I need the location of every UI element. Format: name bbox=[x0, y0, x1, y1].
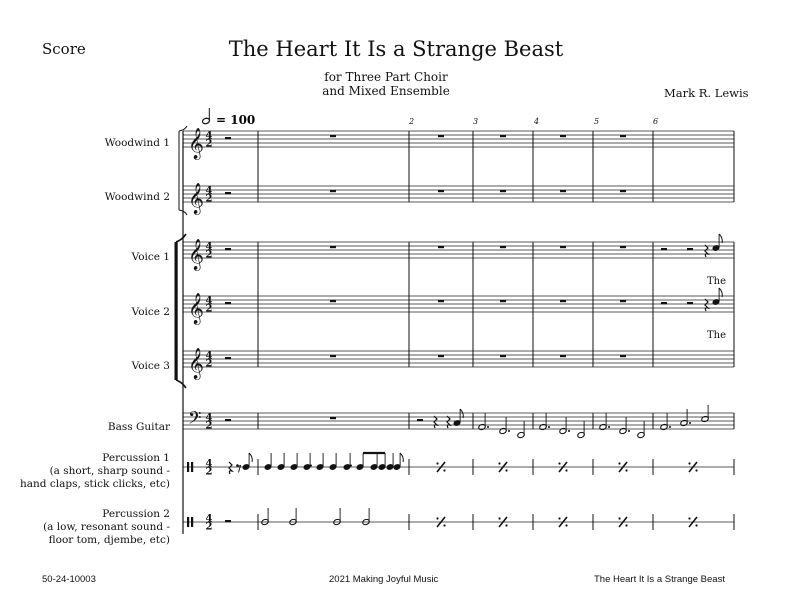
footer-title: The Heart It Is a Strange Beast bbox=[594, 574, 725, 585]
whole-rest bbox=[330, 355, 336, 357]
augmentation-dot bbox=[508, 430, 510, 432]
measure-number: 4 bbox=[534, 117, 540, 126]
whole-rest bbox=[438, 355, 444, 357]
note bbox=[712, 288, 722, 306]
half-rest bbox=[687, 302, 693, 304]
svg-text:2: 2 bbox=[205, 466, 213, 478]
augmentation-dot bbox=[350, 465, 352, 467]
time-signature bbox=[206, 296, 213, 315]
time-signature bbox=[206, 459, 213, 478]
note bbox=[680, 409, 688, 427]
svg-text:2: 2 bbox=[205, 249, 213, 261]
svg-text:4: 4 bbox=[205, 458, 213, 470]
whole-rest bbox=[620, 355, 626, 357]
quarter-rest bbox=[705, 245, 708, 257]
page-title: The Heart It Is a Strange Beast bbox=[228, 37, 564, 61]
quarter-rest bbox=[705, 299, 708, 311]
whole-rest bbox=[560, 300, 566, 302]
note bbox=[370, 453, 378, 471]
whole-rest bbox=[438, 300, 444, 302]
percussion-clef-icon bbox=[187, 462, 189, 472]
note bbox=[386, 453, 394, 471]
half-rest bbox=[417, 419, 423, 421]
note bbox=[303, 453, 311, 471]
svg-text:2: 2 bbox=[205, 420, 213, 432]
note bbox=[559, 417, 567, 435]
whole-rest bbox=[500, 190, 506, 192]
treble-clef-icon: 𝄞 bbox=[188, 183, 204, 214]
treble-clef-icon: 𝄞 bbox=[188, 348, 204, 379]
whole-rest bbox=[438, 190, 444, 192]
note bbox=[453, 409, 463, 427]
instrument-label-percussion-2: Percussion 2 (a low, resonant sound - floor tom, djembe, etc) bbox=[43, 508, 170, 546]
quarter-rest bbox=[229, 462, 232, 474]
bass-clef-icon: 𝄢 bbox=[188, 408, 202, 432]
whole-rest bbox=[560, 246, 566, 248]
svg-text:2: 2 bbox=[205, 193, 213, 205]
augmentation-dot bbox=[669, 426, 671, 428]
note bbox=[712, 234, 722, 252]
instrument-label-woodwind-1: Woodwind 1 bbox=[104, 137, 170, 149]
note bbox=[393, 453, 403, 471]
tempo-marking bbox=[202, 108, 256, 127]
svg-text:4: 4 bbox=[205, 513, 213, 525]
augmentation-dot bbox=[548, 426, 550, 428]
augmentation-dot bbox=[487, 426, 489, 428]
half-rest bbox=[225, 357, 231, 359]
staff bbox=[183, 186, 734, 202]
svg-text:4: 4 bbox=[205, 412, 213, 424]
whole-rest bbox=[330, 246, 336, 248]
staff bbox=[183, 242, 734, 258]
note bbox=[378, 453, 386, 471]
time-signature bbox=[206, 351, 213, 370]
note bbox=[637, 421, 645, 439]
subtitle-line-1: for Three Part Choir bbox=[324, 70, 448, 84]
note bbox=[329, 453, 337, 471]
quarter-rest bbox=[434, 416, 437, 428]
instrument-label-woodwind-2: Woodwind 2 bbox=[104, 191, 170, 203]
augmentation-dot bbox=[628, 430, 630, 432]
svg-text:2: 2 bbox=[205, 138, 213, 150]
whole-rest bbox=[330, 135, 336, 137]
whole-rest bbox=[330, 417, 336, 419]
instrument-label-voice-1: Voice 1 bbox=[131, 251, 170, 263]
whole-rest bbox=[330, 300, 336, 302]
note bbox=[599, 413, 607, 431]
note bbox=[517, 421, 525, 439]
note bbox=[660, 413, 668, 431]
instrument-label-percussion-1: Percussion 1 (a short, sharp sound - hand claps, stick clicks, etc) bbox=[20, 452, 170, 490]
footer-code: 50-24-10003 bbox=[42, 574, 96, 585]
lyric-voice-1: The bbox=[707, 276, 727, 287]
whole-rest bbox=[500, 135, 506, 137]
whole-rest bbox=[560, 355, 566, 357]
staff bbox=[183, 296, 734, 312]
treble-clef-icon: 𝄞 bbox=[188, 239, 204, 270]
system-bracket bbox=[175, 126, 188, 534]
note bbox=[701, 405, 709, 423]
instrument-label-voice-2: Voice 2 bbox=[131, 306, 170, 318]
augmentation-dot bbox=[608, 426, 610, 428]
percussion-clef-icon bbox=[187, 517, 189, 527]
time-signature bbox=[206, 186, 213, 205]
half-rest bbox=[661, 302, 667, 304]
svg-text:4: 4 bbox=[205, 295, 213, 307]
tempo-text: = 100 bbox=[216, 113, 256, 127]
half-rest bbox=[225, 248, 231, 250]
note bbox=[343, 453, 351, 471]
svg-text:2: 2 bbox=[205, 303, 213, 315]
staff bbox=[183, 131, 734, 147]
note bbox=[277, 453, 285, 471]
note bbox=[264, 453, 272, 471]
instrument-label-bass-guitar: Bass Guitar bbox=[107, 421, 170, 433]
instrument-label-voice-3: Voice 3 bbox=[131, 360, 170, 372]
note bbox=[478, 413, 486, 431]
svg-text:4: 4 bbox=[205, 350, 213, 362]
note bbox=[316, 453, 324, 471]
note bbox=[577, 421, 585, 439]
note bbox=[261, 508, 269, 526]
note bbox=[356, 453, 364, 471]
whole-rest bbox=[500, 355, 506, 357]
whole-rest bbox=[330, 190, 336, 192]
svg-text:4: 4 bbox=[205, 185, 213, 197]
treble-clef-icon: 𝄞 bbox=[188, 293, 204, 324]
augmentation-dot bbox=[568, 430, 570, 432]
whole-rest bbox=[620, 135, 626, 137]
note bbox=[289, 508, 297, 526]
whole-rest bbox=[620, 246, 626, 248]
time-signature bbox=[206, 131, 213, 150]
whole-rest bbox=[500, 246, 506, 248]
half-rest bbox=[225, 520, 231, 522]
composer: Mark R. Lewis bbox=[664, 86, 749, 100]
svg-text:2: 2 bbox=[205, 358, 213, 370]
subtitle-line-2: and Mixed Ensemble bbox=[322, 84, 450, 98]
note bbox=[290, 453, 298, 471]
whole-rest bbox=[620, 300, 626, 302]
half-rest bbox=[687, 248, 693, 250]
augmentation-dot bbox=[689, 422, 691, 424]
svg-text:4: 4 bbox=[205, 241, 213, 253]
whole-rest bbox=[560, 190, 566, 192]
time-signature bbox=[206, 242, 213, 261]
svg-text:4: 4 bbox=[205, 130, 213, 142]
half-rest bbox=[225, 137, 231, 139]
half-rest bbox=[661, 248, 667, 250]
treble-clef-icon: 𝄞 bbox=[188, 128, 204, 159]
svg-text:2: 2 bbox=[205, 521, 213, 533]
measure-number: 2 bbox=[409, 117, 415, 126]
half-rest bbox=[225, 192, 231, 194]
whole-rest bbox=[500, 300, 506, 302]
note bbox=[619, 417, 627, 435]
note bbox=[499, 417, 507, 435]
footer-copyright: 2021 Making Joyful Music bbox=[329, 574, 439, 585]
note bbox=[539, 413, 547, 431]
time-signature bbox=[206, 514, 213, 533]
whole-rest bbox=[560, 135, 566, 137]
augmentation-dot bbox=[310, 465, 312, 467]
measure-number: 5 bbox=[594, 117, 600, 126]
staff bbox=[183, 351, 734, 367]
lyric-voice-2: The bbox=[707, 330, 727, 341]
score-label: Score bbox=[42, 40, 86, 58]
half-rest bbox=[225, 302, 231, 304]
note bbox=[362, 508, 370, 526]
whole-rest bbox=[438, 135, 444, 137]
time-signature bbox=[206, 413, 213, 432]
note bbox=[242, 453, 252, 471]
half-rest bbox=[225, 419, 231, 421]
note bbox=[333, 508, 341, 526]
quarter-rest bbox=[447, 416, 450, 428]
measure-number: 3 bbox=[473, 117, 479, 126]
whole-rest bbox=[620, 190, 626, 192]
measure-number: 6 bbox=[653, 117, 659, 126]
whole-rest bbox=[438, 246, 444, 248]
